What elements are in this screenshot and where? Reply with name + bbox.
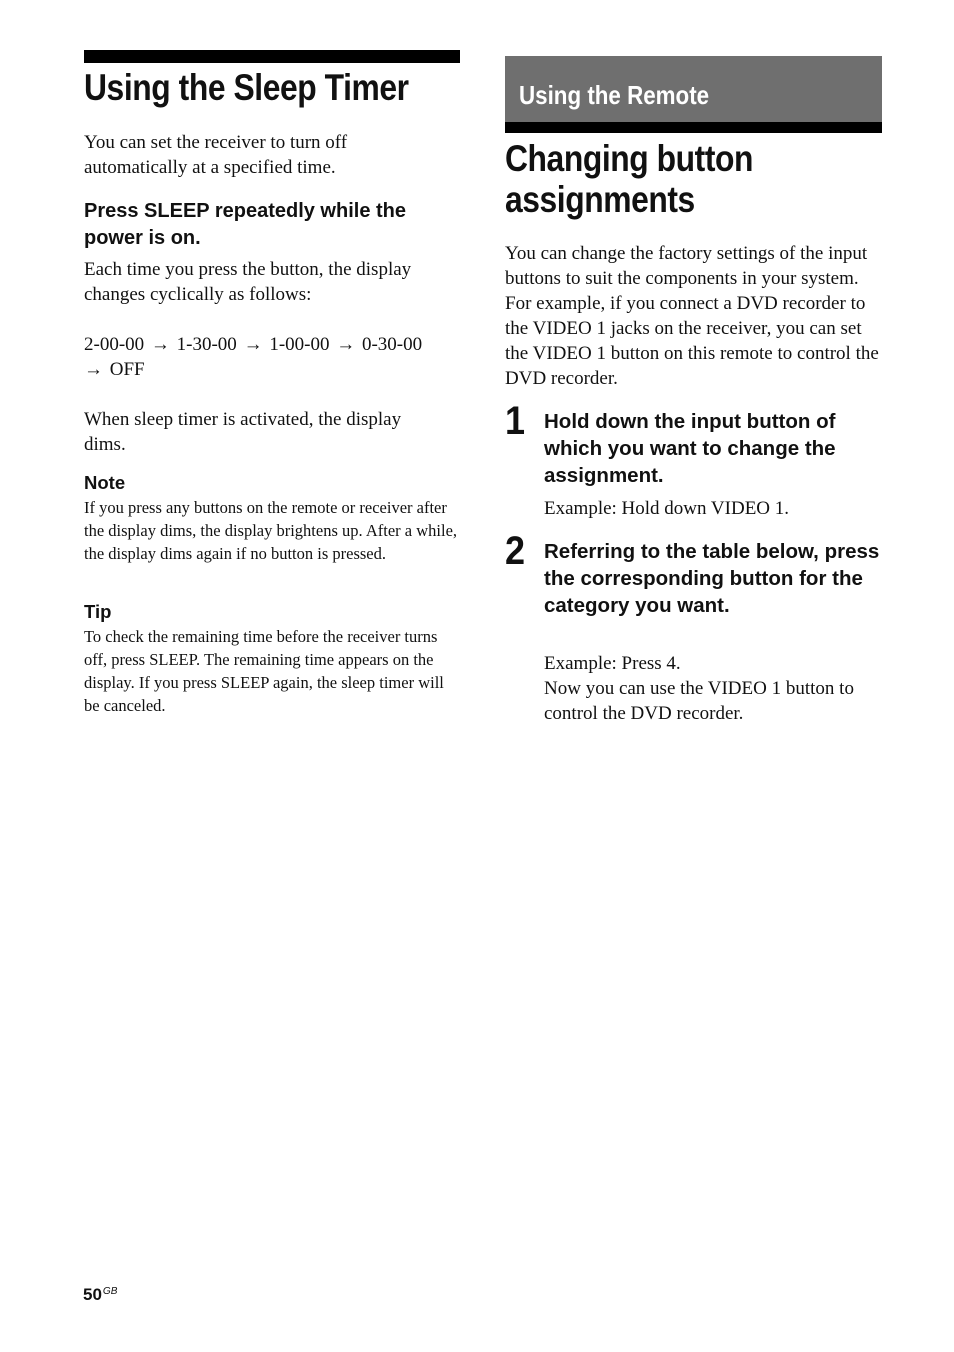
cycle-step: 2-00-00 [84,334,145,355]
arrow-right-icon: → [336,334,356,355]
cycle-step: OFF [109,359,145,380]
heading-rule [84,50,460,63]
step-number: 1 [505,399,526,443]
step-result: Now you can use the VIDEO 1 button to control the DVD recorder. [544,678,854,724]
region-code: GB [102,1286,118,1297]
note-label: Note [84,472,126,493]
page-number-value: 50 [83,1285,102,1304]
step-number: 2 [505,529,526,573]
note-text: If you press any buttons on the remote or receiver after the display dims, the display brightens up. After a while, the display dims again if no button is pressed. [84,498,458,563]
dim-text: When sleep timer is activated, the display dims. [84,409,402,455]
cycle-step: 1-00-00 [269,334,330,355]
tip-label: Tip [84,601,112,622]
intro-text: You can change the factory settings of the input buttons to suit the components in your system. For example, if you connect a DVD recorder to the VIDEO 1 jacks on the receiver, you can set the VIDEO 1 button on this remote to control the DVD recorder. [505,243,879,389]
section-title-line: assignments [505,179,695,220]
cycle-step: 0-30-00 [361,334,423,355]
step-instruction: Hold down the input button of which you want to change the assignment. [544,410,836,487]
arrow-right-icon: → [84,359,103,380]
section-title-line: Changing button [505,138,754,179]
section-title [505,138,793,220]
arrow-right-icon: → [243,334,263,355]
section-header-rule [505,122,882,133]
tip-text: To check the remaining time before the receiver turns off, press SLEEP. The remaining time appears on the display. If you press SLEEP again, the sleep timer will be canceled. [84,627,444,715]
page-number [83,1281,117,1306]
step-example: Example: Press 4. [544,653,681,674]
intro-text: You can set the receiver to turn off automatically at a specified time. [84,132,348,178]
sleep-timer-section [84,50,460,715]
step-2 [505,531,882,741]
cycle-sequence [84,332,460,382]
cycle-step: 1-30-00 [176,334,237,355]
instruction-heading: Press SLEEP repeatedly while the power is on. [84,200,406,249]
step-1 [505,401,882,531]
step-instruction: Referring to the table below, press the corresponding button for the category you want. [544,540,880,617]
section-header-band [505,56,882,122]
section-label: Using the Remote [519,80,710,110]
step-example: Example: Hold down VIDEO 1. [544,498,790,519]
cycle-intro-text: Each time you press the button, the display changes cyclically as follows: [84,259,412,305]
arrow-right-icon: → [150,334,170,355]
page-title: Using the Sleep Timer [84,67,409,108]
